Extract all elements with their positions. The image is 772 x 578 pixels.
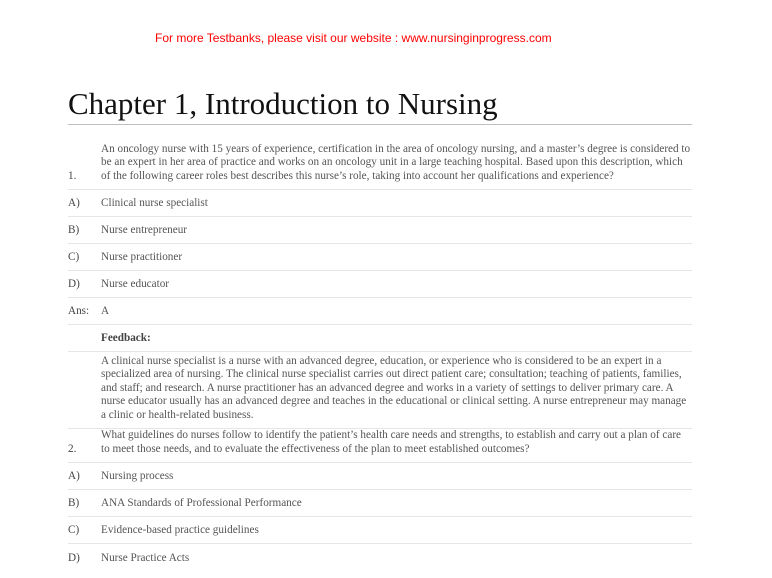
question-text: An oncology nurse with 15 years of experience, certification in the area of oncology nursing, and a master’s degree is considered to be an expert in her area of practice and works on an oncology unit in a large teaching hospital. Based upon this description, which of the following career roles best describes this nurse’s role, taking into account her qualifications and experience?	[101, 142, 691, 182]
feedback-row	[68, 352, 692, 429]
answer-label: Ans:	[68, 304, 90, 317]
option-row	[68, 490, 692, 517]
question-table	[68, 129, 692, 571]
option-text: Nurse practitioner	[101, 250, 183, 263]
question-row	[68, 429, 692, 463]
option-text: Nurse Practice Acts	[101, 551, 190, 564]
chapter-title: Chapter 1, Introduction to Nursing	[68, 84, 692, 125]
answer-value: A	[101, 304, 110, 317]
question-row	[68, 129, 692, 190]
question-number: 2.	[68, 442, 77, 455]
option-row	[68, 271, 692, 298]
question-text: What guidelines do nurses follow to identify the patient’s health care needs and strengths, to establish and carry out a plan of care to meet those needs, and to evaluate the effectiveness of the plan to meet established outcomes?	[101, 429, 682, 455]
option-text: Nursing process	[101, 469, 174, 482]
option-letter: A)	[68, 196, 80, 209]
option-row	[68, 217, 692, 244]
option-row	[68, 517, 692, 544]
option-row	[68, 244, 692, 271]
option-letter: C)	[68, 523, 80, 536]
option-letter: D)	[68, 551, 80, 564]
option-row	[68, 190, 692, 217]
feedback-label: Feedback:	[101, 331, 151, 344]
option-letter: A)	[68, 469, 80, 482]
option-text: Nurse entrepreneur	[101, 223, 188, 236]
testbank-banner: For more Testbanks, please visit our website : www.nursinginprogress.com	[155, 31, 552, 45]
question-number: 1.	[68, 169, 77, 182]
option-letter: C)	[68, 250, 80, 263]
feedback-text: A clinical nurse specialist is a nurse with an advanced degree, education, or experience who is considered to be an expert in a specialized area of nursing. The clinical nurse specialist carries out direct patient care; consultation; teaching of patients, families, and staff; and research. A nurse practitioner has an advanced degree and works in a variety of settings to deliver primary care. A nurse educator usually has an advanced degree and teaches in the educational or clinical setting. A nurse entrepreneur may manage a clinic or health-related business.	[101, 354, 687, 421]
option-row	[68, 463, 692, 490]
feedback-heading-row	[68, 325, 692, 352]
option-letter: B)	[68, 496, 80, 509]
answer-row	[68, 298, 692, 325]
option-text: Nurse educator	[101, 277, 170, 290]
option-text: Clinical nurse specialist	[101, 196, 208, 209]
option-text: ANA Standards of Professional Performance	[101, 496, 302, 509]
option-row	[68, 544, 692, 571]
option-letter: D)	[68, 277, 80, 290]
option-letter: B)	[68, 223, 80, 236]
option-text: Evidence-based practice guidelines	[101, 523, 259, 536]
